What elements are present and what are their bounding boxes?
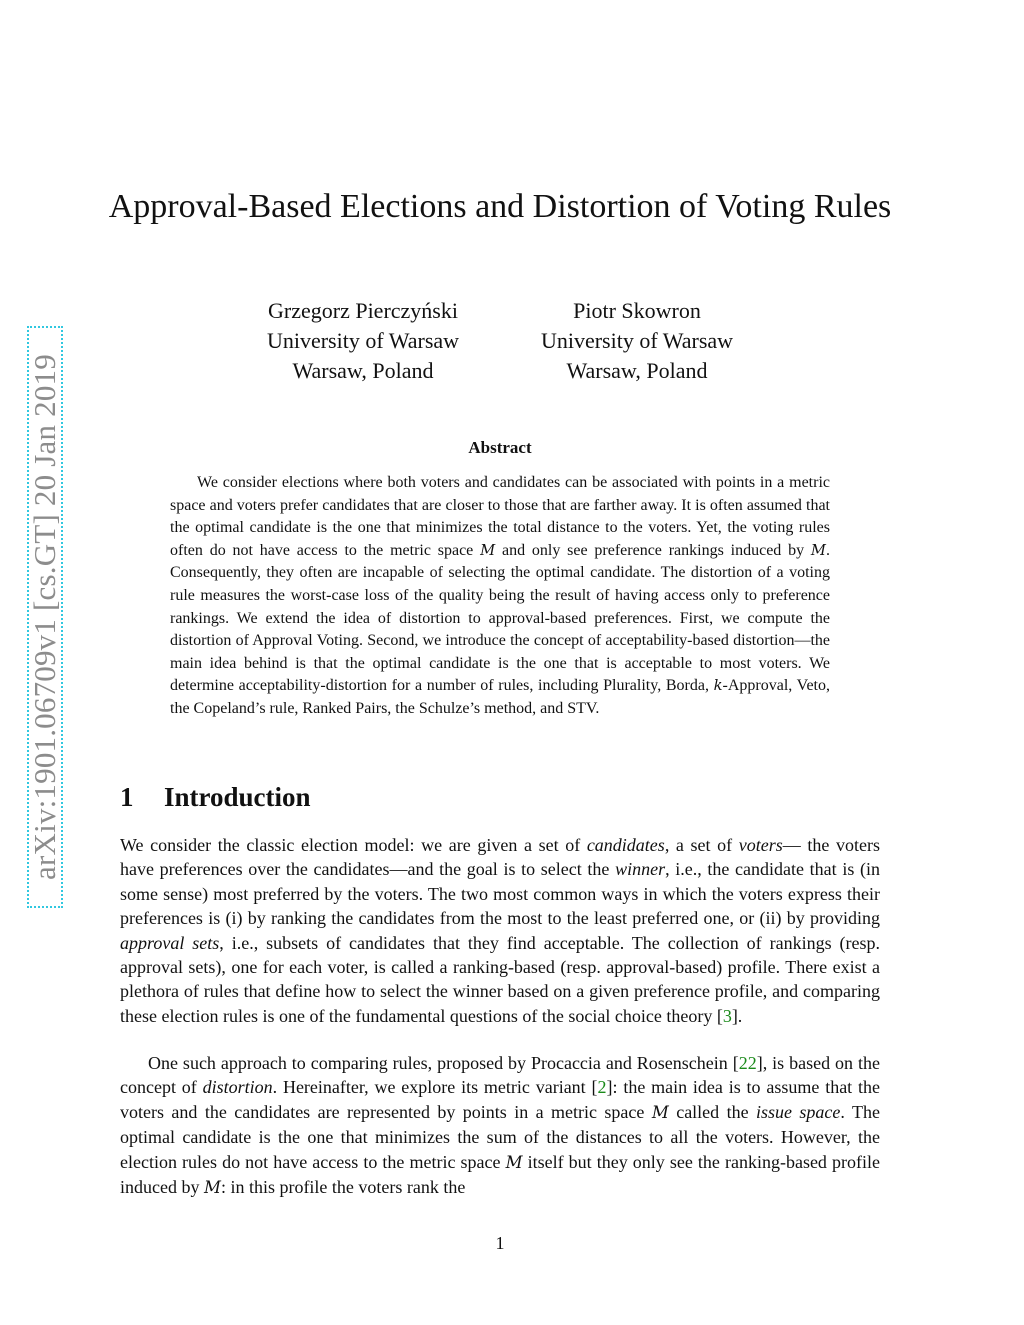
math-symbol: M	[651, 1102, 669, 1122]
body-paragraph-1	[120, 833, 880, 1028]
math-symbol: M	[810, 541, 826, 559]
citation-link[interactable]: 22	[738, 1053, 757, 1073]
text-segment: , i.e., the candidate that is (in some sense) most preferred by the voters. The two most common ways in which the voters express their preferences is (i) by ranking the candidates from the most to the least preferred one, or (ii) by providing	[120, 859, 880, 929]
abstract-text	[170, 472, 830, 721]
text-segment: : in this profile the voters rank the	[220, 1177, 466, 1198]
paper-title: Approval-Based Elections and Distortion of Voting Rules	[108, 188, 892, 225]
emphasis: approval sets	[120, 932, 220, 953]
arxiv-identifier: arXiv:1901.06709v1 [cs.GT] 20 Jan 2019	[27, 354, 62, 880]
text-segment: We consider the classic election model: we are given a set of	[120, 835, 587, 855]
author-1	[232, 296, 494, 386]
text-segment: , a set of	[664, 835, 739, 855]
author-location: Warsaw, Poland	[566, 358, 708, 383]
section-title: Introduction	[164, 782, 311, 812]
page-number: 1	[495, 1233, 505, 1253]
arxiv-stamp[interactable]	[27, 326, 63, 908]
abstract-segment: We consider elections where both voters and candidates can be associated with points in a metric space and voters prefer candidates that are closer to those that are farther away. It is often assumed that the optimal candidate is the one that minimizes the total distance to the voters. Yet, the voting rules often do not have access to the metric space	[170, 474, 830, 559]
author-name: Piotr Skowron	[573, 298, 701, 323]
author-name: Grzegorz Pierczyński	[268, 298, 458, 323]
text-segment: — the voters have preferences over the candidates—and the goal is to select the	[120, 835, 880, 880]
math-symbol: M	[203, 1178, 221, 1198]
text-segment: ].	[731, 1005, 743, 1026]
abstract-segment: and only see preference rankings induced by	[495, 541, 811, 559]
math-symbol: M	[480, 541, 496, 559]
author-2	[508, 296, 766, 386]
abstract-heading: Abstract	[468, 438, 532, 457]
emphasis: distortion	[202, 1077, 273, 1098]
text-segment: called the	[668, 1101, 756, 1122]
math-symbol: k	[713, 677, 723, 695]
citation-link[interactable]: 3	[722, 1005, 732, 1026]
emphasis: winner	[615, 859, 666, 880]
emphasis: voters	[738, 835, 783, 855]
body-paragraph-2	[120, 1051, 880, 1200]
text-segment: ]: the main idea is to assume that the voters and the candidates are represented by points in a metric space	[120, 1077, 880, 1122]
citation-link[interactable]: 2	[597, 1077, 607, 1098]
author-location: Warsaw, Poland	[292, 358, 434, 383]
text-segment: One such approach to comparing rules, proposed by Procaccia and Rosenschein [	[148, 1053, 739, 1073]
text-segment: . The optimal candidate is the one that minimizes the sum of the distances to all the voters. However, the election rules do not have access to the metric space	[120, 1101, 880, 1172]
author-affiliation: University of Warsaw	[266, 328, 460, 353]
author-affiliation: University of Warsaw	[540, 328, 734, 353]
emphasis: candidates	[586, 835, 665, 855]
abstract-segment: . Consequently, they often are incapable of selecting the optimal candidate. The distortion of a voting rule measures the worst-case loss of the quality being the result of having access only to preference rankings. We extend the idea of distortion to approval-based preferences. First, we compute the distortion of Approval Voting. Second, we introduce the concept of acceptability-based distortion—the main idea behind is that the optimal candidate is the one that is acceptable to most voters. We determine acceptability-distortion for a number of rules, including Plurality, Borda,	[170, 541, 830, 695]
text-segment: , i.e., subsets of candidates that they find acceptable. The collection of rankings (resp. approval sets), one for each voter, is called a ranking-based (resp. approval-based) profile. There exist a plethora of rules that define how to select the winner based on a given preference profile, and comparing these election rules is one of the fundamental questions of the social choice theory [	[120, 932, 881, 1026]
abstract-segment: -Approval, Veto, the Copeland’s rule, Ranked Pairs, the Schulze’s method, and STV.	[170, 677, 831, 717]
text-segment: ], is based on the concept of	[120, 1053, 880, 1098]
section-number: 1	[120, 782, 134, 812]
math-symbol: M	[505, 1152, 523, 1172]
text-segment: . Hereinafter, we explore its metric variant [	[272, 1077, 598, 1098]
text-segment: itself but they only see the ranking-based profile induced by	[120, 1151, 880, 1198]
section-heading-introduction	[120, 782, 311, 813]
emphasis: issue space	[756, 1101, 841, 1122]
